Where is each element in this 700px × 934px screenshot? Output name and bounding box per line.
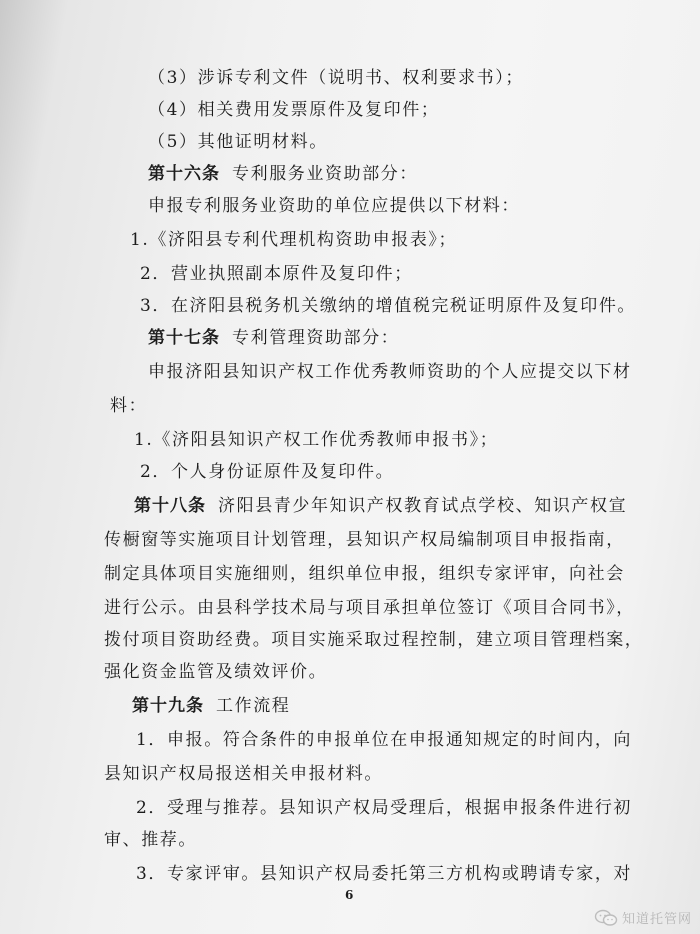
text-line: 1.《济阳县专利代理机构资助申报表》； [130,230,458,250]
text-line: 进行公示。由县科学技术局与项目承担单位签订《项目合同书》， [104,598,635,618]
article-title: 专利管理资助部分： [232,328,400,348]
article-16 [148,162,418,186]
page-number: 6 [345,888,354,902]
text-line: 制定具体项目实施细则，组织单位申报，组织专家评审，向社会 [104,564,625,584]
text-line: 申报专利服务业资助的单位应提供以下材料： [148,196,520,216]
article-heading: 第十八条 [134,496,206,516]
text-line: 申报济阳县知识产权工作优秀教师资助的个人应提交以下材 [148,362,632,382]
text-line: 2．受理与推荐。县知识产权局受理后，根据申报条件进行初 [136,798,633,818]
text-line: 审、推荐。 [104,830,197,850]
text-line: （3）涉诉专利文件（说明书、权利要求书）； [148,68,524,88]
watermark-text: 知道托管网 [621,912,692,927]
text-line: 拨付项目资助经费。项目实施采取过程控制，建立项目管理档案， [104,630,644,650]
wechat-icon [594,909,618,927]
article-heading: 第十六条 [148,164,220,184]
text-line: 料： [110,396,148,416]
text-line: 1．申报。符合条件的申报单位在申报通知规定的时间内，向 [136,730,633,750]
text-line: 3．专家评审。县知识产权局委托第三方机构或聘请专家，对 [136,864,633,884]
text-line: 3．在济阳县税务机关缴纳的增值税完税证明原件及复印件。 [140,296,637,316]
article-17 [148,326,399,350]
text-line: 2．个人身份证原件及复印件。 [140,462,395,482]
article-body: 济阳县青少年知识产权教育试点学校、知识产权宣 [218,496,628,516]
text-line: 强化资金监管及绩效评价。 [104,662,328,682]
article-heading: 第十七条 [148,328,220,348]
text-line: （4）相关费用发票原件及复印件； [148,100,440,120]
text-line: 1.《济阳县知识产权工作优秀教师申报书》； [134,430,499,450]
watermark [594,908,692,927]
article-title: 工作流程 [216,696,291,716]
text-line: 县知识产权局报送相关申报材料。 [104,764,383,784]
article-19 [132,694,290,718]
article-title: 专利服务业资助部分： [232,164,418,184]
text-line: 2．营业执照副本原件及复印件； [140,264,413,284]
text-line: 传橱窗等实施项目计划管理，县知识产权局编制项目申报指南， [104,530,625,550]
text-line: （5）其他证明材料。 [148,132,328,152]
article-heading: 第十九条 [132,696,204,716]
article-18 [134,494,627,518]
